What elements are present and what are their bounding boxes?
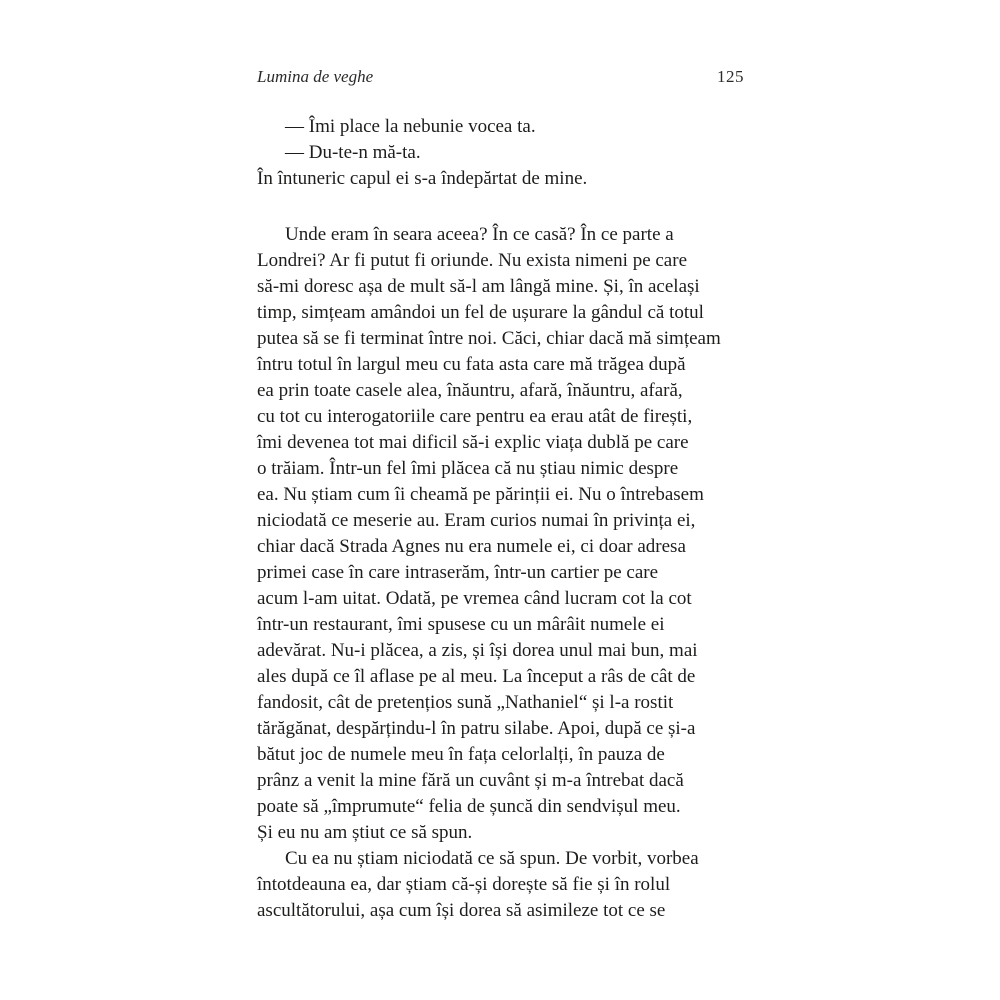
- text-line: fandosit, cât de pretențios sună „Nathaniel“ și l-a rostit: [257, 692, 674, 713]
- text-line: prânz a venit la mine fără un cuvânt și m-a întrebat dacă: [257, 770, 684, 791]
- paragraph-narration: [257, 166, 744, 192]
- text-line: chiar dacă Strada Agnes nu era numele ei, ci doar adresa: [257, 536, 686, 557]
- text-line: tărăgănat, despărțindu-l în patru silabe. Apoi, după ce și-a: [257, 718, 696, 739]
- text-line: putea să se fi terminat între noi. Căci, chiar dacă mă simțeam: [257, 328, 721, 349]
- text-line: În întuneric capul ei s-a îndepărtat de mine.: [257, 168, 588, 189]
- paragraph-dialogue: [257, 114, 744, 140]
- text-line: timp, simțeam amândoi un fel de ușurare la gândul că totul: [257, 302, 704, 323]
- text-line: Unde eram în seara aceea? În ce casă? În ce parte a: [285, 224, 674, 245]
- text-line: o trăiam. Într-un fel îmi plăcea că nu știau nimic despre: [257, 458, 679, 479]
- paragraph-narration: [257, 222, 744, 846]
- text-line: ales după ce îl aflase pe al meu. La început a râs de cât de: [257, 666, 696, 687]
- text-line: — Du-te-n mă-ta.: [285, 142, 421, 163]
- text-line: Și eu nu am știut ce să spun.: [257, 822, 473, 843]
- text-line: Londrei? Ar fi putut fi oriunde. Nu exista nimeni pe care: [257, 250, 688, 271]
- text-line: — Îmi place la nebunie vocea ta.: [285, 116, 536, 137]
- text-line: ea. Nu știam cum îi cheamă pe părinții ei. Nu o întrebasem: [257, 484, 704, 505]
- text-line: întotdeauna ea, dar știam că-și dorește să fie și în rolul: [257, 874, 671, 895]
- running-header: [257, 66, 744, 88]
- body-text: [257, 114, 744, 924]
- running-title: Lumina de veghe: [257, 67, 374, 86]
- text-line: adevărat. Nu-i plăcea, a zis, și își dorea unul mai bun, mai: [257, 640, 698, 661]
- paragraph-narration: [257, 846, 744, 924]
- text-line: ea prin toate casele alea, înăuntru, afară, înăuntru, afară,: [257, 380, 683, 401]
- text-line: niciodată ce meserie au. Eram curios numai în privința ei,: [257, 510, 696, 531]
- text-line: să-mi doresc așa de mult să-l am lângă mine. Și, în același: [257, 276, 700, 297]
- text-line: întru totul în largul meu cu fata asta care mă trăgea după: [257, 354, 686, 375]
- text-line: îmi devenea tot mai dificil să-i explic viața dublă pe care: [257, 432, 689, 453]
- page-number: 125: [717, 67, 744, 86]
- text-line: cu tot cu interogatoriile care pentru ea erau atât de firești,: [257, 406, 693, 427]
- text-line: acum l-am uitat. Odată, pe vremea când lucram cot la cot: [257, 588, 692, 609]
- book-page: [257, 66, 744, 924]
- paragraph-dialogue: [257, 140, 744, 166]
- text-line: poate să „împrumute“ felia de șuncă din sendvișul meu.: [257, 796, 681, 817]
- text-line: într-un restaurant, îmi spusese cu un mârâit numele ei: [257, 614, 665, 635]
- text-line: ascultătorului, așa cum își dorea să asimileze tot ce se: [257, 900, 666, 921]
- text-line: Cu ea nu știam niciodată ce să spun. De vorbit, vorbea: [285, 848, 699, 869]
- text-line: primei case în care intraserăm, într-un cartier pe care: [257, 562, 659, 583]
- text-line: bătut joc de numele meu în fața celorlalți, în pauza de: [257, 744, 665, 765]
